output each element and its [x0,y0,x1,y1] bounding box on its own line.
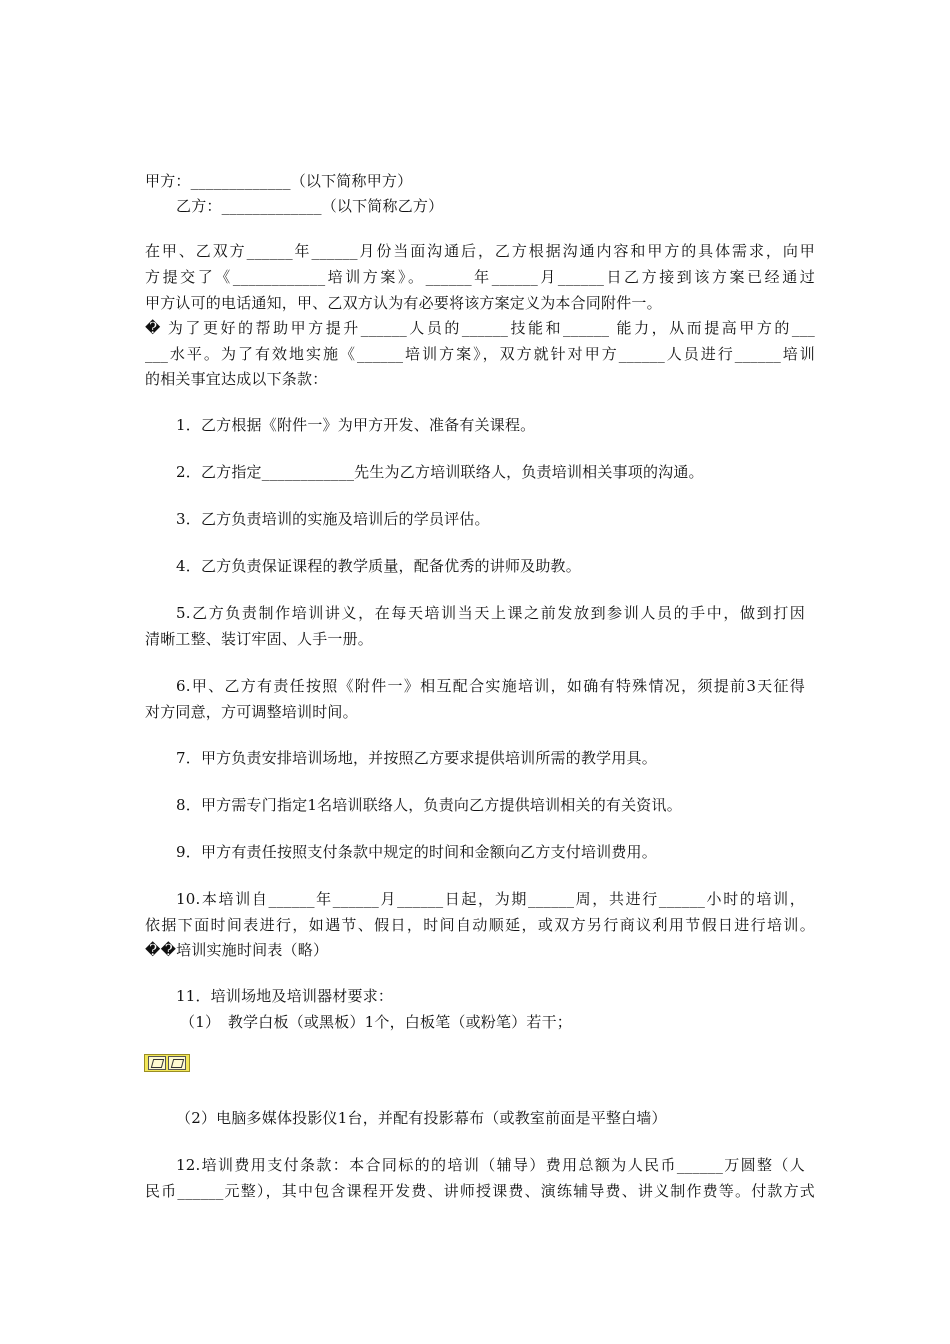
clause-10-line2: 依据下面时间表进行，如遇节、假日，时间自动顺延，或双方另行商议利用节假日进行培训。 [145,916,815,934]
party-a-line: 甲方：_____________（以下简称甲方） [145,172,413,190]
clause-6-line2: 对方同意，方可调整培训时间。 [145,703,358,721]
clause-9: 9．甲方有责任按照支付条款中规定的时间和金额向乙方支付培训费用。 [176,843,657,861]
clause-11-item-2: （2）电脑多媒体投影仪1台，并配有投影幕布（或教室前面是平整白墙） [176,1109,667,1127]
clause-11-item-1: （1） 教学白板（或黑板）1个，白板笔（或粉笔）若干； [180,1013,572,1031]
clause-8: 8．甲方需专门指定1名培训联络人，负责向乙方提供培训相关的有关资讯。 [176,796,682,814]
embedded-object-icons [144,1054,190,1072]
intro-line: � 为了更好的帮助甲方提升______人员的______技能和______ 能力，从而提高甲方的___ [145,319,815,337]
clause-5-line1: 5.乙方负责制作培训讲义，在每天培训当天上课之前发放到参训人员的手中，做到打因 [176,604,805,622]
clause-5-line2: 清晰工整、装订牢固、人手一册。 [145,630,374,648]
clause-4: 4．乙方负责保证课程的教学质量，配备优秀的讲师及助教。 [176,557,581,575]
intro-line: 方提交了《____________培训方案》。______年______月______日乙方接到该方案已经通过 [145,268,815,286]
clause-6-line1: 6.甲、乙方有责任按照《附件一》相互配合实施培训，如确有特殊情况，须提前3天征得 [176,677,805,695]
clause-2: 2．乙方指定____________先生为乙方培训联络人，负责培训相关事项的沟通。 [176,463,704,481]
embedded-object-icon [168,1056,186,1070]
clause-11: 11．培训场地及培训器材要求： [176,987,394,1005]
clause-10-line1: 10.本培训自______年______月______日起，为期______周，共进行______小时的培训， [176,890,805,908]
intro-line: ___水平。为了有效地实施《______培训方案》，双方就针对甲方______人员进行______培训 [145,345,815,363]
intro-line: 的相关事宜达成以下条款： [145,370,328,388]
clause-12-line1: 12.培训费用支付条款：本合同标的的培训（辅导）费用总额为人民币______万圆整（人 [176,1156,805,1174]
intro-line: 在甲、乙双方______年______月份当面沟通后，乙方根据沟通内容和甲方的具体需求，向甲 [145,242,815,260]
clause-10-line3: ��培训实施时间表（略） [145,941,329,959]
party-b-line: 乙方：_____________（以下简称乙方） [176,197,444,215]
clause-12-line2: 民币______元整），其中包含课程开发费、讲师授课费、演练辅导费、讲义制作费等。付款方式 [145,1182,815,1200]
intro-line: 甲方认可的电话通知，甲、乙双方认为有必要将该方案定义为本合同附件一。 [145,294,662,312]
clause-7: 7．甲方负责安排培训场地，并按照乙方要求提供培训所需的教学用具。 [176,749,657,767]
embedded-object-icon [148,1056,166,1070]
clause-1: 1．乙方根据《附件一》为甲方开发、准备有关课程。 [176,416,536,434]
clause-3: 3．乙方负责培训的实施及培训后的学员评估。 [176,510,490,528]
